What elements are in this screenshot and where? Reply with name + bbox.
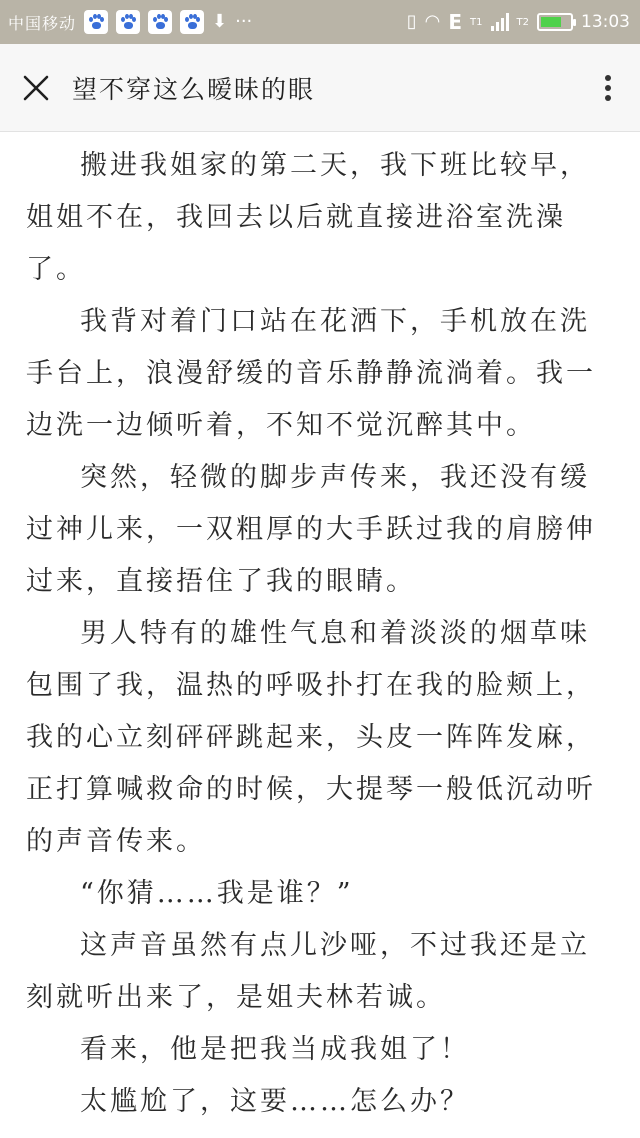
status-bar-left <box>8 10 252 34</box>
status-time: 13:03 <box>581 12 630 32</box>
article-paragraph: 太尴尬了，这要……怎么办？ <box>80 1086 470 1117</box>
more-dots-icon: ··· <box>235 11 253 32</box>
vibrate-icon: ▯ <box>406 11 417 32</box>
network-type: E <box>448 10 463 34</box>
article-body <box>0 140 640 1138</box>
close-icon <box>23 75 49 101</box>
more-vertical-icon <box>604 74 612 102</box>
baidu-paw-icon <box>116 10 140 34</box>
carrier-name: 中国移动 <box>8 13 77 33</box>
battery-icon <box>537 13 573 31</box>
status-bar-right <box>407 10 630 34</box>
title-bar <box>0 44 640 132</box>
article-paragraph: 搬进我姐家的第二天，我下班比较早，姐姐不在，我回去以后就直接进浴室洗澡了。 <box>26 150 590 285</box>
battery-fill <box>541 17 561 27</box>
status-bar <box>0 0 640 44</box>
article-paragraph: “你猜……我是谁？” <box>80 878 354 909</box>
baidu-paw-icon <box>148 10 172 34</box>
article-paragraph: 突然，轻微的脚步声传来，我还没有缓过神儿来，一双粗厚的大手跃过我的肩膀伸过来，直接捂住了我的眼睛。 <box>26 462 596 597</box>
close-button[interactable] <box>0 44 72 132</box>
article-paragraph: 男人特有的雄性气息和着淡淡的烟草味包围了我，温热的呼吸扑打在我的脸颊上，我的心立刻砰砰跳起来，头皮一阵阵发麻，正打算喊救命的时候，大提琴一般低沉动听的声音传来。 <box>26 618 596 857</box>
article-paragraph: 这声音虽然有点儿沙哑，不过我还是立刻就听出来了，是姐夫林若诚。 <box>26 930 590 1013</box>
download-icon: ⬇ <box>212 11 228 32</box>
page-title: 望不穿这么暧昧的眼 <box>72 74 316 104</box>
baidu-paw-icon <box>180 10 204 34</box>
baidu-paw-icon <box>84 10 108 34</box>
article-paragraph: 我背对着门口站在花洒下，手机放在洗手台上，浪漫舒缓的音乐静静流淌着。我一边洗一边倾听着，不知不觉沉醉其中。 <box>26 306 596 441</box>
signal-bars-icon <box>491 13 509 31</box>
article-paragraph: 看来，他是把我当成我姐了！ <box>80 1034 470 1065</box>
sim1-signal-label: T1 <box>470 16 483 28</box>
more-options-button[interactable] <box>576 44 640 132</box>
sim2-signal-label: T2 <box>516 16 529 28</box>
wifi-icon: ◠ <box>424 11 441 32</box>
